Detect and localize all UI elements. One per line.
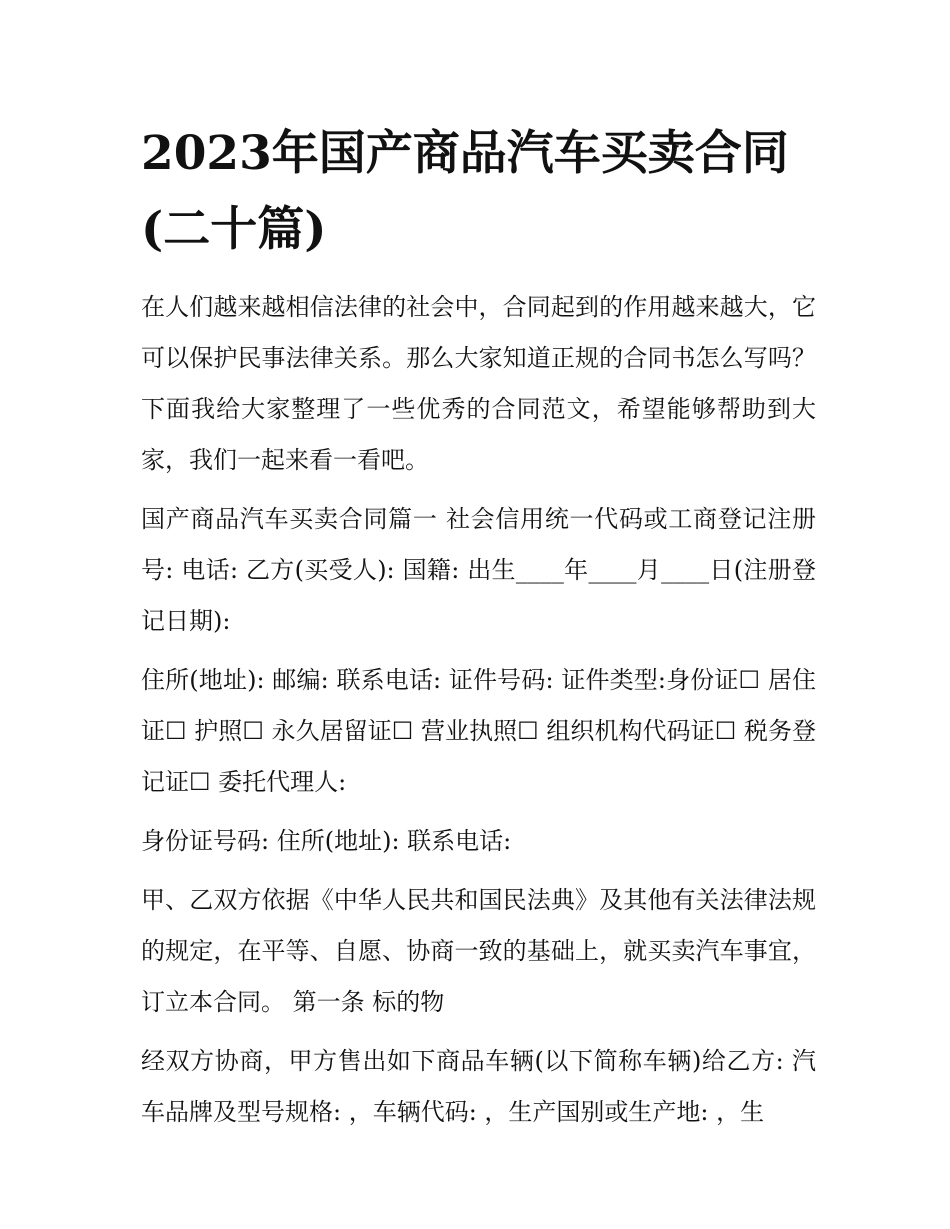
- vehicle-description-paragraph: 经双方协商，甲方售出如下商品车辆(以下简称车辆)给乙方: 汽车品牌及型号规格: ，车辆代码: ，生产国别或生产地: ，生: [141, 1047, 816, 1126]
- document-body: [141, 116, 816, 1138]
- title-line-2: (二十篇): [141, 202, 327, 257]
- address-id-paragraph: 住所(地址): 邮编: 联系电话: 证件号码: 证件类型:身份证☐ 居住证☐ 护照☐ 永久居留证☐ 营业执照☐ 组织机构代码证☐ 税务登记证☐ 委托代理人:: [141, 666, 816, 796]
- agent-info-paragraph: 身份证号码: 住所(地址): 联系电话:: [141, 827, 512, 855]
- intro-paragraph: 在人们越来越相信法律的社会中，合同起到的作用越来越大，它可以保护民事法律关系。那么大家知道正规的合同书怎么写吗？下面我给大家整理了一些优秀的合同范文，希望能够帮助到大家，我们一起来看一看吧。: [141, 293, 816, 474]
- document-title: [141, 116, 816, 268]
- party-info-paragraph: 国产商品汽车买卖合同篇一 社会信用统一代码或工商登记注册号: 电话: 乙方(买受人): 国籍: 出生____年____月____日(注册登记日期):: [141, 505, 816, 635]
- legal-basis-paragraph: 甲、乙双方依据《中华人民共和国民法典》及其他有关法律法规的规定，在平等、自愿、协商一致的基础上，就买卖汽车事宜，订立本合同。 第一条 标的物: [141, 886, 816, 1016]
- title-line-1: 2023年国产商品汽车买卖合同: [141, 126, 789, 181]
